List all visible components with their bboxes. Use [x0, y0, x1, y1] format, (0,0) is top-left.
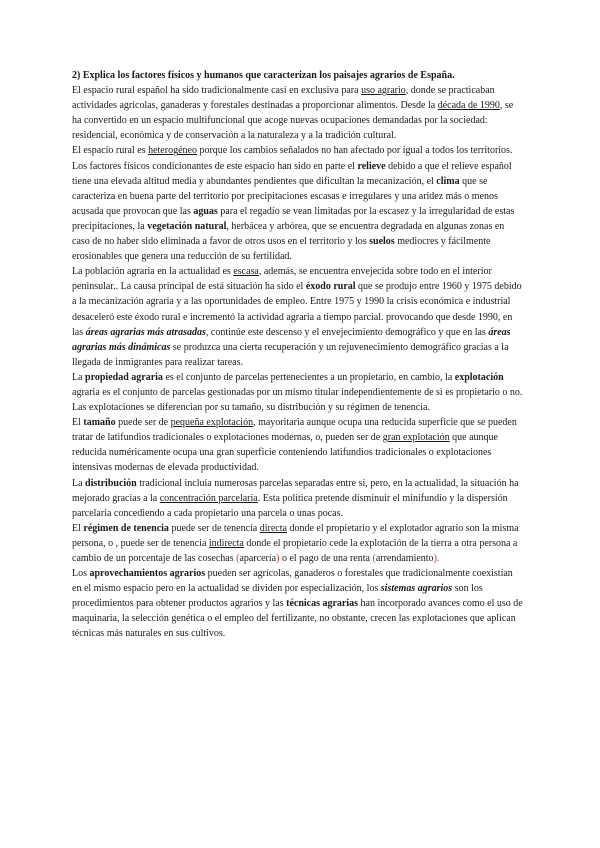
text-run: se produzca una cierta recuperación y un rejuvenecimiento demográfico gracias a la llegada de inmigrantes para realizar tareas. [72, 341, 509, 368]
text-run: debido a que el relieve español tiene una elevada altitud media y abundantes pendientes que dificultan la mecanización, el [72, 160, 512, 187]
text-run: , además, se encuentra envejecida sobre todo en el interior peninsular.. La causa principal de está situación ha sido el [72, 266, 492, 293]
text-run: aparcería [239, 553, 277, 564]
text-run: pequeña explotación [170, 417, 254, 429]
text-run: puede ser de tenencia [168, 522, 260, 534]
text-run: ) [276, 553, 280, 564]
paragraph [72, 476, 524, 521]
text-run: Los factores físicos condicionantes de este espacio han sido en parte el [72, 160, 358, 172]
text-run: relieve [357, 160, 386, 172]
paragraph [72, 566, 524, 641]
text-run: La [72, 371, 86, 383]
paragraph [72, 159, 524, 265]
paragraph [72, 415, 524, 475]
paragraph [72, 83, 524, 143]
document-page [72, 68, 524, 642]
text-run: ). [433, 553, 440, 564]
paragraph [72, 143, 524, 158]
text-run: tamaño [83, 417, 116, 429]
text-run: han incorporado avances como el uso de maquinaria, la selección genética o el empleo del fertilizante, no obstante, crecen las explotaciones que aplican técnicas más naturales en sus cultivos. [72, 598, 523, 640]
text-run: áreas agrarias más atrasadas [85, 326, 206, 338]
text-run: son los procedimientos para obtener productos agrarios y las [72, 583, 483, 610]
text-run: aguas [193, 205, 218, 217]
text-run: propiedad agraria [85, 371, 163, 383]
text-run: arrendamiento [375, 553, 434, 564]
text-run: Los [72, 568, 90, 580]
text-run: donde el propietario cede la explotación de la tierra a otra persona a cambio de un porcentaje de las cosechas [72, 537, 518, 564]
text-run: tradicional incluía numerosas parcelas separadas entre sí, pero, en la actualidad, la situación ha mejorado gracias a la [72, 477, 519, 504]
text-run: uso agrario [361, 85, 406, 97]
text-run: década de 1990 [437, 100, 500, 112]
text-run: que aunque reducida numéricamente ocupa una gran superficie conteniendo latifundios tradicionales o explotaciones intensivas modernas de elevada productividad. [72, 432, 498, 474]
text-run: El [72, 417, 84, 429]
text-run: porque los cambios señalados no han afectado por igual a todos los territorios. [196, 145, 513, 157]
text-run: indirecta [208, 537, 244, 549]
text-run: áreas agrarias más dinámicas [72, 326, 511, 353]
text-run: régimen de tenencia [83, 522, 169, 534]
text-run: , donde se practicaban actividades agrícolas, ganaderas y forestales destinadas a proporcionar alimentos. Desde la [72, 85, 495, 112]
text-run: directa [259, 522, 287, 534]
text-run: suelos [369, 236, 395, 248]
text-run: , mayoritaria aunque ocupa una reducida superficie que se pueden tratar de latifundios tradicionales o explotaciones modernas, o, pueden ser de [72, 417, 517, 444]
text-run: o el pago de una renta [279, 553, 373, 564]
text-run: , se ha convertido en un espacio multifuncional que acoge nuevas ocupaciones demandadas por la sociedad: residencial, económica y de conservación a la naturaleza y a la tradición cultural. [72, 100, 514, 142]
text-run: escasa [233, 266, 259, 278]
text-run: heterogéneo [148, 145, 197, 157]
text-run: , continúe este descenso y el envejecimiento demográfico y que en las [205, 326, 489, 338]
text-run: distribución [85, 477, 137, 489]
text-run: ( [372, 553, 376, 564]
text-run: ( [236, 553, 240, 564]
text-run: vegetación natural [147, 220, 227, 232]
text-run: explotación [454, 371, 504, 383]
text-run: sistemas agrarios [380, 583, 453, 595]
text-run: El [72, 522, 84, 534]
text-run: El espacio rural es [72, 145, 149, 157]
text-run: para el regadío se vean limitadas por la escasez y la irregularidad de estas precipitaciones, la [72, 205, 515, 232]
text-run: El espacio rural español ha sido tradicionalmente casi en exclusiva para [72, 85, 362, 97]
text-run: concentración parcelaria [159, 492, 258, 504]
text-run: es el conjunto de parcelas pertenecientes a un propietario, en cambio, la [162, 371, 455, 383]
paragraph [72, 370, 524, 415]
text-run: éxodo rural [305, 281, 356, 293]
text-run: que se produjo entre 1960 y 1975 debido a la mecanización agraria y a las oportunidades de empleo. Entre 1975 y 1990 la crisis económica e industrial desaceleró este éxodo rural e incrementó la actividad agraria a tiempo parcial. provocando que desde 1990, en las [72, 281, 522, 338]
text-run: puede ser de [115, 417, 171, 429]
text-run: que se caracteriza en buena parte del territorio por precipitaciones escasas e irregulares y una aridez más o menos acusada que provocan que las [72, 175, 498, 217]
text-run: , herbácea y arbórea, que se encuentra degradada en algunas zonas en caso de no haber sido eliminada a favor de otros usos en el territorio y los [72, 220, 505, 248]
document-body [72, 83, 524, 641]
text-run: agraria es el conjunto de parcelas gestionadas por un mismo titular independientemente de si es propietario o no. Las explotaciones se diferencian por su tamaño, su distribución y su régimen de tenencia. [72, 386, 523, 414]
text-run: donde el propietario y el explotador agrario son la misma persona, o , puede ser de tenencia [72, 522, 519, 549]
text-run: aprovechamientos agrarios [89, 568, 206, 580]
text-run: clima [436, 175, 460, 187]
paragraph [72, 264, 524, 370]
text-run: pueden ser agrícolas, ganaderos o forestales que tradicionalmente coexistían en el mismo espacio pero en la actualidad se dividen por especialización, los [72, 568, 513, 595]
text-run: . Esta política pretende disminuir el minifundio y la dispersión parcelaria concediendo a cada propietario una parcela o unas pocas. [72, 492, 508, 519]
text-run: técnicas agrarias [286, 598, 359, 610]
paragraph [72, 521, 524, 566]
text-run: La [72, 477, 86, 489]
document-title: 2) Explica los factores físicos y humanos que caracterizan los paisajes agrarios de España. [72, 70, 455, 81]
text-run: gran explotación [382, 432, 450, 444]
text-run: mediocres y fácilmente erosionables que genera una reducción de su fertilidad. [72, 236, 491, 263]
text-run: La población agraria en la actualidad es [72, 266, 234, 278]
